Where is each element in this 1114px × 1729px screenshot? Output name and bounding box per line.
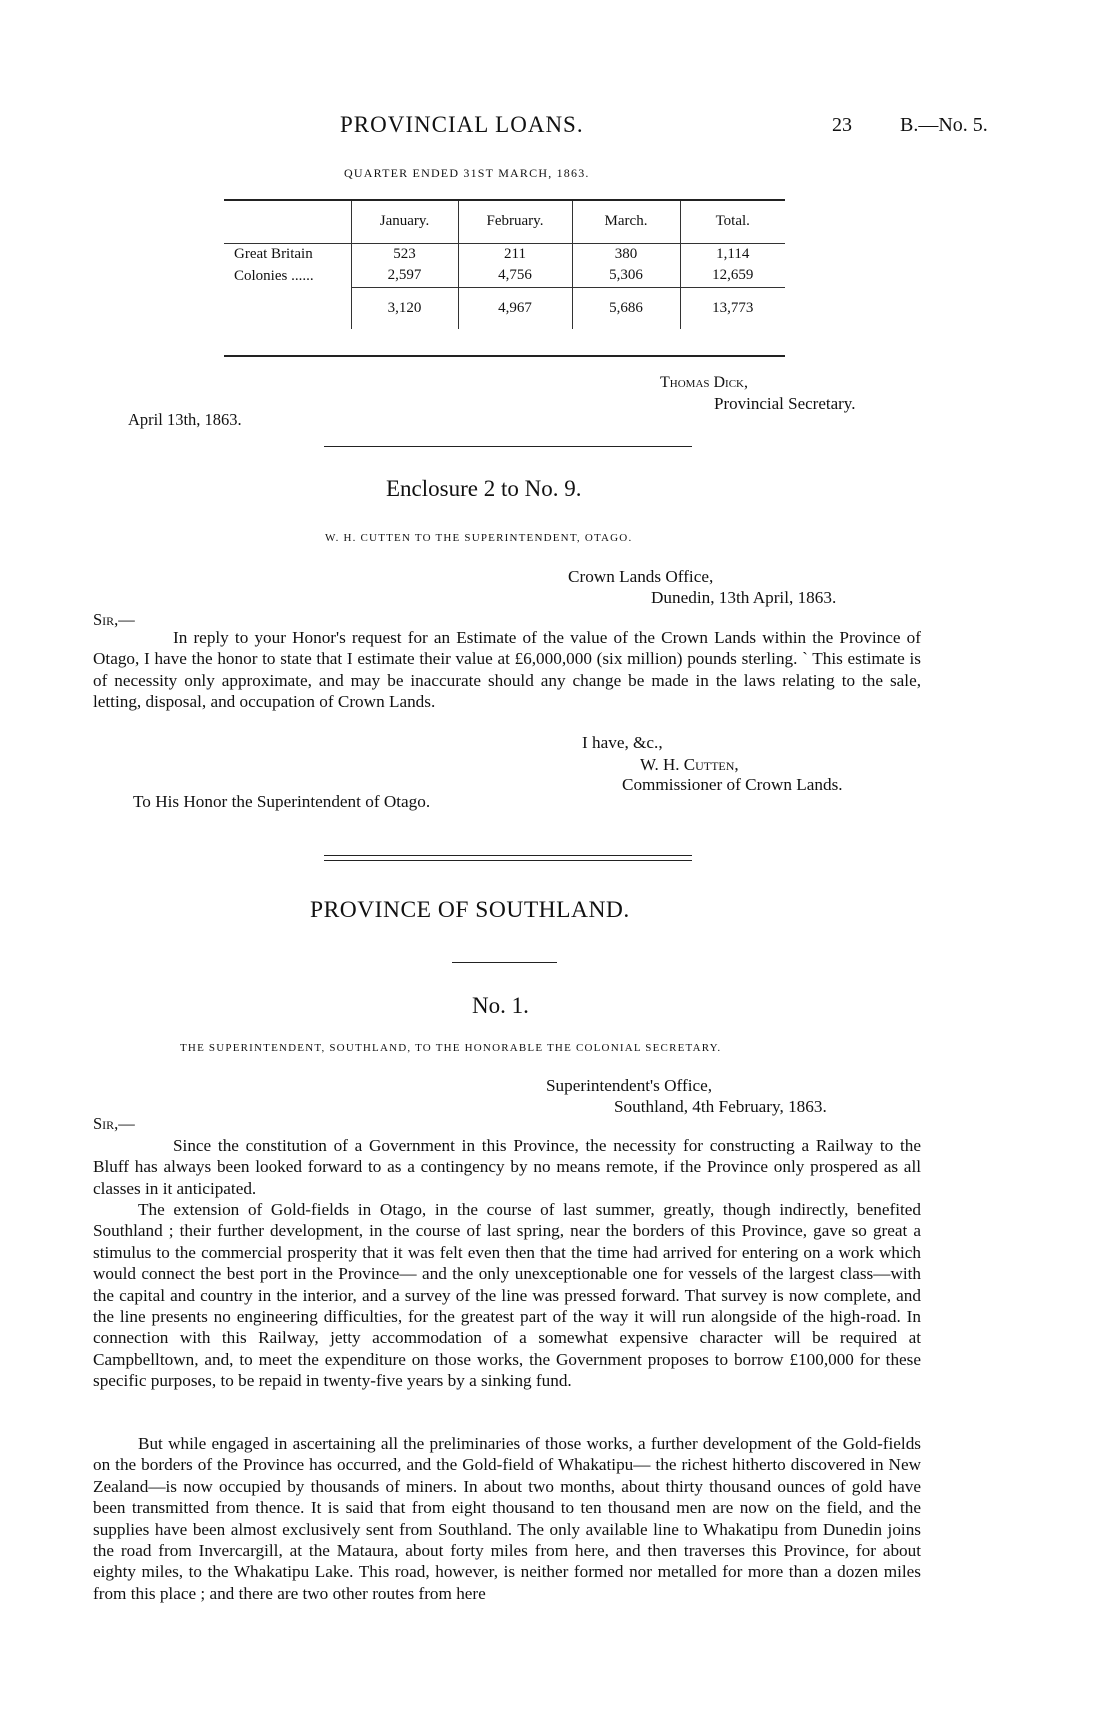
table-cell: 523 — [351, 244, 458, 265]
total-cell: 5,686 — [572, 287, 680, 329]
section-title: PROVINCE OF SOUTHLAND. — [310, 897, 630, 923]
row-label-header — [224, 201, 351, 243]
total-cell: 4,967 — [458, 287, 572, 329]
enclosure-subheading: W. H. CUTTEN TO THE SUPERINTENDENT, OTAGO. — [325, 532, 633, 544]
double-rule-top — [324, 855, 692, 856]
table-caption: QUARTER ENDED 31ST MARCH, 1863. — [344, 166, 590, 180]
enclosure-address: Dunedin, 13th April, 1863. — [651, 588, 837, 607]
table-cell: 4,756 — [458, 265, 572, 287]
enclosure-address: Crown Lands Office, — [568, 567, 714, 586]
table-cell: 211 — [458, 244, 572, 265]
section-divider — [324, 446, 692, 447]
letter-address: Superintendent's Office, — [546, 1076, 713, 1095]
salutation: Sir,— — [93, 1114, 135, 1133]
row-label: Great Britain — [234, 246, 313, 262]
table-cell: 1,114 — [680, 244, 785, 265]
addressee: To His Honor the Superintendent of Otago. — [133, 792, 431, 811]
body-paragraph: Since the constitution of a Government in this Province, the necessity for constructing a Railway to the Bluff has always been looked forward to as a contingency by no means remote, if the Province only prospered as all classes in it anticipated. — [93, 1136, 921, 1198]
table-row — [224, 265, 785, 287]
table-cell: 5,306 — [572, 265, 680, 287]
table-cell: 12,659 — [680, 265, 785, 287]
body-paragraph: But while engaged in ascertaining all the preliminaries of those works, a further development of the Gold-fields on the borders of the Province has occurred, and the Gold-field of Whakatipu— the richest hitherto discovered in New Zealand—is now occupied by thousands of miners. In about two months, about thirty thousand ounces of gold have been transmitted from thence. It is said that from eight thousand to ten thousand men are now on the field, and the supplies have been almost exclusively sent from Southland. The only available line to Whakatipu from Dunedin joins the road from Invercargill, at the Mataura, about forty miles from here, and then traverses this Province, for about eighty miles, to the Whakatipu Lake. This road, however, is neither formed nor metalled for more than a dozen miles from this place ; and there are two other routes from here — [93, 1434, 921, 1603]
closing: I have, &c., — [582, 733, 663, 752]
enclosure-body: In reply to your Honor's request for an Estimate of the value of the Crown Lands within the Province of Otago, I have the honor to state that I estimate their value at £6,000,000 (six million) pounds sterling. ` This estimate is of necessity only approximate, and may be inaccurate should any change be made in the laws relating to the sale, letting, disposal, and occupation of Crown Lands. — [93, 628, 921, 712]
signatory-title: Provincial Secretary. — [714, 394, 856, 413]
column-header: Total. — [680, 201, 785, 243]
table-cell: 2,597 — [351, 265, 458, 287]
total-cell: 13,773 — [680, 287, 785, 329]
page-number: 23 — [832, 114, 852, 136]
short-rule — [452, 962, 557, 963]
table-header-row — [224, 201, 785, 243]
total-cell: 3,120 — [351, 287, 458, 329]
salutation: Sir,— — [93, 610, 135, 629]
signatory-name: Thomas Dick, — [660, 374, 749, 391]
enclosure-heading: Enclosure 2 to No. 9. — [386, 476, 582, 501]
table-total-row — [224, 287, 785, 329]
letter-subheading: THE SUPERINTENDENT, SOUTHLAND, TO THE HONORABLE THE COLONIAL SECRETARY. — [180, 1042, 722, 1054]
letter-address: Southland, 4th February, 1863. — [614, 1097, 827, 1116]
column-header: February. — [458, 201, 572, 243]
letter-date: April 13th, 1863. — [128, 410, 242, 429]
loans-table — [224, 201, 785, 329]
body-paragraph: The extension of Gold-fields in Otago, in the course of last summer, greatly, though indirectly, benefited Southland ; their further development, in the course of last spring, near the borders of this Province, gave so great a stimulus to the commercial prosperity that it was felt even then that the time had arrived for entering on a work which would connect the best port in the Province— and the only unexceptionable one for vessels of the largest class—with the capital and country in the interior, and a survey of the line was pressed forward. That survey is now complete, and the line presents no engineering difficulties, for the greatest part of the way it will run alongside of the high-road. In connection with this Railway, jetty accommodation of a somewhat expensive character will be required at Campbelltown, and, to meet the expenditure on those works, the Government proposes to borrow £100,000 for these specific purposes, to be repaid in twenty-five years by a sinking fund. — [93, 1200, 921, 1391]
page-title: PROVINCIAL LOANS. — [340, 112, 584, 137]
column-header: January. — [351, 201, 458, 243]
double-rule-bottom — [324, 860, 692, 861]
letter-number: No. 1. — [472, 993, 529, 1018]
row-label — [224, 287, 351, 329]
signer-name: W. H. Cutten, — [640, 755, 739, 774]
row-label: Colonies ...... — [234, 267, 314, 284]
table-bottom-rule — [224, 355, 785, 357]
column-header: March. — [572, 201, 680, 243]
document-reference: B.—No. 5. — [900, 114, 988, 136]
table-cell: 380 — [572, 244, 680, 265]
signer-title: Commissioner of Crown Lands. — [622, 775, 843, 794]
table-row — [224, 244, 785, 265]
